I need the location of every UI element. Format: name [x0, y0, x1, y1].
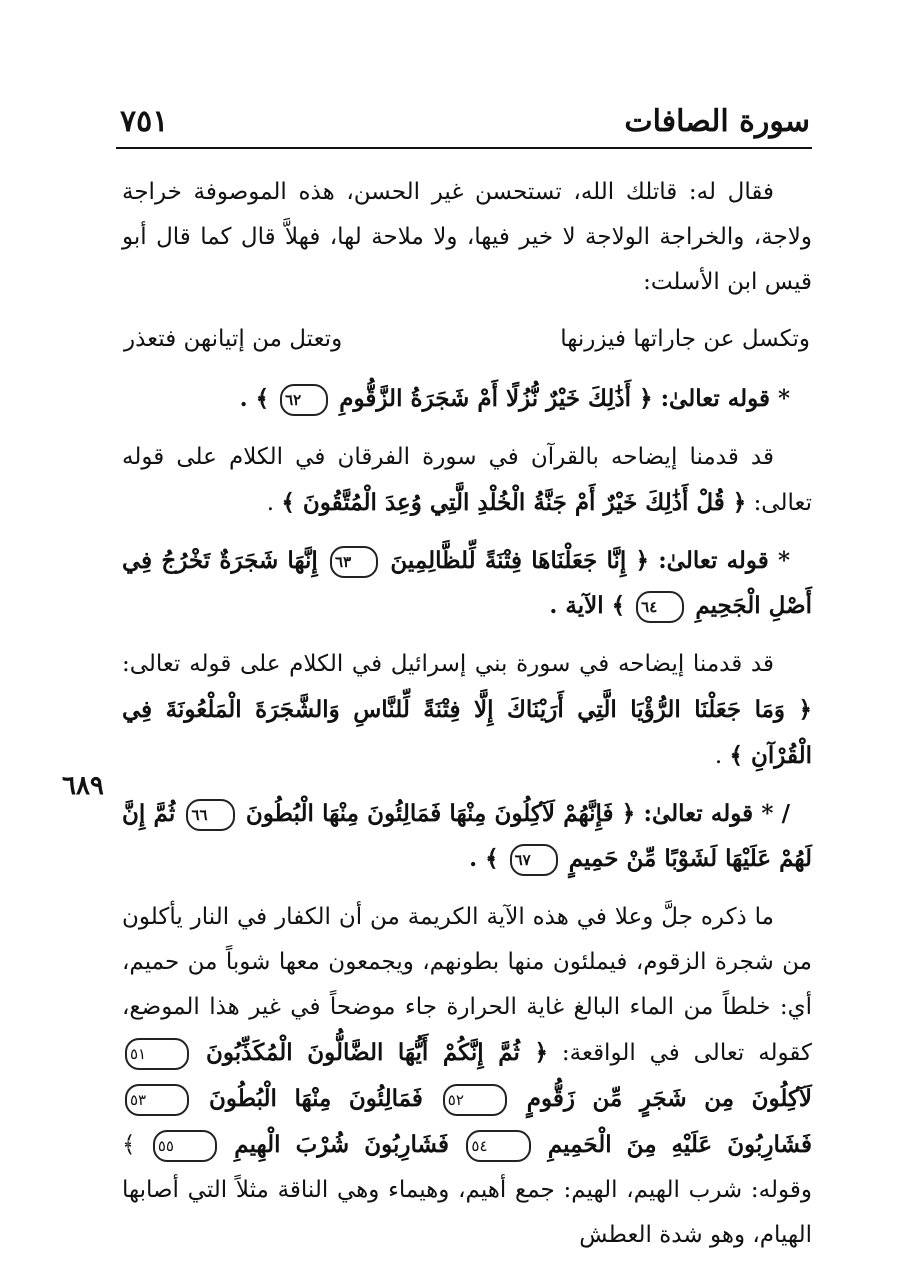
ayah-number-marker: ٦٤: [636, 591, 684, 623]
quran-text: ﴿ ثُمَّ إِنَّكُمْ أَيُّهَا الضَّالُّونَ الْمُكَذِّبُونَ: [206, 1039, 549, 1066]
ayah-number-marker: ٦٦: [186, 799, 234, 831]
surah-title: سورة الصافات: [624, 104, 810, 139]
quran-text: إِنَّهَا شَجَرَةٌ تَخْرُجُ فِي أَصْلِ الْجَحِيمِ: [122, 547, 812, 619]
paragraph-end: ﴾ وقوله: شرب الهيم، الهيم: جمع أهيم، وهيماء وهي الناقة مثلاً التي أصابها الهيام، وهو شدة العطش: [122, 1132, 812, 1248]
page-number: ٧٥١: [120, 104, 169, 139]
quran-text: فَشَارِبُونَ عَلَيْهِ مِنَ الْحَمِيمِ: [547, 1131, 812, 1158]
ayah-number-marker: ٥٢: [443, 1084, 507, 1116]
margin-page-number: ٦٨٩: [62, 771, 104, 801]
paragraph-4: [122, 895, 812, 1258]
quran-text: لَآكِلُونَ مِن شَجَرٍ مِّن زَقُّومٍ: [526, 1085, 813, 1112]
paragraph-2: [122, 435, 812, 526]
heading-label: / * قوله تعالىٰ:: [643, 800, 791, 827]
quran-text: ﴿ فَإِنَّهُمْ لَآكِلُونَ مِنْهَا فَمَالِئُونَ مِنْهَا الْبُطُونَ: [245, 800, 636, 827]
quran-text: ﴿ إِنَّا جَعَلْنَاهَا فِتْنَةً لِّلظَّالِمِينَ: [390, 547, 649, 574]
quran-close: ﴾ الآية .: [549, 592, 626, 619]
quran-text: ثُمَّ إِنَّ لَهُمْ عَلَيْهَا لَشَوْبًا مِّنْ حَمِيمٍ: [122, 800, 812, 872]
heading-verse-63: [122, 538, 812, 628]
quran-text: فَمَالِئُونَ مِنْهَا الْبُطُونَ: [208, 1085, 423, 1112]
paragraph-1: فقال له: قاتلك الله، تستحسن غير الحسن، هذه الموصوفة خراجة ولاجة، والخراجة الولاجة لا خير فيها، ولا ملاحة لها، فهلاَّ قال كما قال أبو قيس ابن الأسلت:: [122, 179, 812, 295]
quran-text: ﴿ أَذَٰلِكَ خَيْرٌ نُّزُلًا أَمْ شَجَرَةُ الزَّقُّومِ: [339, 385, 653, 412]
quran-text: فَشَارِبُونَ شُرْبَ الْهِيمِ: [234, 1131, 450, 1158]
paragraph-end: .: [714, 743, 723, 769]
ayah-number-marker: ٦٢: [280, 384, 328, 416]
page-header: [120, 98, 810, 142]
ayah-number-marker: ٥٤: [466, 1130, 530, 1162]
ayah-number-marker: ٥٣: [125, 1084, 189, 1116]
heading-verse-62: [122, 376, 812, 421]
ayah-number-marker: ٦٣: [330, 546, 378, 578]
heading-label: * قوله تعالىٰ:: [658, 547, 791, 574]
quran-close: ﴾ .: [469, 845, 499, 872]
verse-second-hemistich: وتعتل من إتيانهن فتعذر: [124, 326, 343, 352]
heading-verse-66: [122, 791, 812, 881]
paragraph-text: قد قدمنا إيضاحه في سورة بني إسرائيل في الكلام على قوله تعالى:: [122, 651, 774, 677]
ayah-number-marker: ٥١: [125, 1038, 189, 1070]
paragraph-3: [122, 642, 812, 779]
heading-label: * قوله تعالىٰ:: [660, 385, 790, 412]
quran-close: ﴾ .: [239, 385, 270, 412]
quran-text: ﴿ قُلْ أَذَٰلِكَ خَيْرٌ أَمْ جَنَّةُ الْخُلْدِ الَّتِي وُعِدَ الْمُتَّقُونَ ﴾: [281, 489, 747, 516]
header-rule: [116, 147, 812, 149]
paragraph-text: ما ذكره جلَّ وعلا في هذه الآية الكريمة من أن الكفار في النار يأكلون من شجرة الزقوم، فيملئون منها بطونهم، ويجمعون معها شوباً من حميم، أي: خلطاً من الماء البالغ غاية الحرارة جاء موضحاً في غير هذا الموضع، كقوله تعالى في الواقعة:: [122, 904, 813, 1066]
quran-text: ﴿ وَمَا جَعَلْنَا الرُّؤْيَا الَّتِي أَرَيْنَاكَ إِلَّا فِتْنَةً لِّلنَّاسِ وَالشَّجَرَةَ الْمَلْعُونَةَ فِي الْقُرْآنِ ﴾: [122, 696, 812, 769]
poetry-verse: [122, 317, 812, 362]
ayah-number-marker: ٦٧: [510, 844, 558, 876]
verse-first-hemistich: وتكسل عن جاراتها فيزرنها: [560, 326, 810, 352]
paragraph-text: قد قدمنا إيضاحه بالقرآن في سورة الفرقان في الكلام على قوله تعالى:: [122, 444, 812, 516]
page-body: [122, 170, 812, 1270]
ayah-number-marker: ٥٥: [153, 1130, 217, 1162]
paragraph-end: .: [266, 490, 275, 516]
